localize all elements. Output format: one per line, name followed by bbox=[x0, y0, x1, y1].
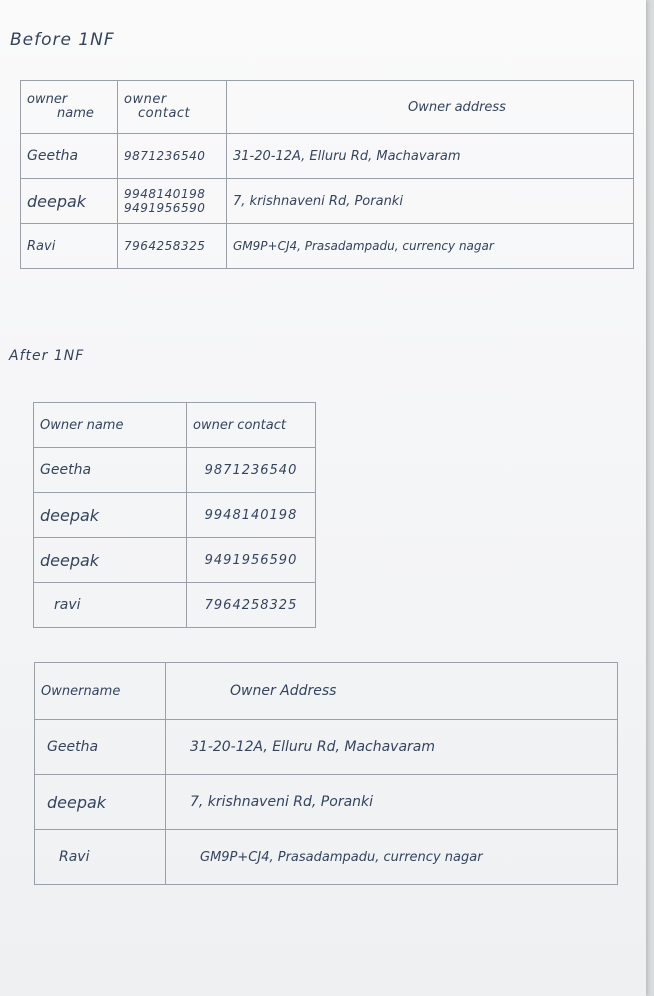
header-owner-address: Owner Address bbox=[166, 663, 618, 720]
header-owner-name: Owner name bbox=[34, 403, 187, 448]
header-text: contact bbox=[138, 106, 191, 121]
owner-contact-cell: 9491956590 bbox=[187, 538, 316, 583]
table-row bbox=[21, 134, 634, 179]
owner-name-cell: deepak bbox=[21, 179, 118, 224]
table-header-row bbox=[35, 663, 618, 720]
contact-number: 9491956590 bbox=[124, 201, 206, 215]
owner-name-cell: Ravi bbox=[35, 830, 166, 885]
after-1nf-heading: After 1NF bbox=[9, 348, 85, 364]
owner-contact-cell: 9871236540 bbox=[187, 448, 316, 493]
header-owner-name bbox=[21, 81, 118, 134]
header-text: name bbox=[57, 106, 94, 121]
table-row bbox=[21, 224, 634, 269]
table-row bbox=[35, 720, 618, 775]
after-1nf-contact-table bbox=[33, 402, 316, 628]
table-row bbox=[34, 583, 316, 628]
before-1nf-heading: Before 1NF bbox=[10, 30, 115, 50]
contact-number: 7964258325 bbox=[124, 239, 206, 253]
table-row bbox=[34, 493, 316, 538]
table-row bbox=[34, 448, 316, 493]
table-header-row bbox=[21, 81, 634, 134]
owner-contact-cell bbox=[118, 179, 227, 224]
contact-number: 9871236540 bbox=[124, 149, 206, 163]
owner-address-cell: 31-20-12A, Elluru Rd, Machavaram bbox=[166, 720, 618, 775]
owner-address-cell: 7, krishnaveni Rd, Poranki bbox=[166, 775, 618, 830]
owner-contact-cell: 7964258325 bbox=[187, 583, 316, 628]
header-owner-address: Owner address bbox=[227, 81, 634, 134]
before-1nf-table bbox=[20, 80, 634, 269]
table-row bbox=[34, 538, 316, 583]
owner-contact-cell bbox=[118, 224, 227, 269]
table-row bbox=[35, 830, 618, 885]
table-header-row bbox=[34, 403, 316, 448]
header-owner-contact: owner contact bbox=[187, 403, 316, 448]
owner-name-cell: Ravi bbox=[21, 224, 118, 269]
owner-name-cell: ravi bbox=[34, 583, 187, 628]
owner-address-cell: 7, krishnaveni Rd, Poranki bbox=[227, 179, 634, 224]
header-text: owner bbox=[27, 92, 68, 107]
owner-name-cell: deepak bbox=[35, 775, 166, 830]
header-text: owner bbox=[124, 92, 167, 107]
owner-name-cell: Geetha bbox=[35, 720, 166, 775]
owner-name-cell: deepak bbox=[34, 493, 187, 538]
owner-contact-cell bbox=[118, 134, 227, 179]
owner-contact-cell: 9948140198 bbox=[187, 493, 316, 538]
after-1nf-address-table bbox=[34, 662, 618, 885]
contact-number: 9948140198 bbox=[124, 187, 206, 201]
table-row bbox=[21, 179, 634, 224]
owner-name-cell: Geetha bbox=[21, 134, 118, 179]
owner-address-cell: GM9P+CJ4, Prasadampadu, currency nagar bbox=[166, 830, 618, 885]
owner-address-cell: GM9P+CJ4, Prasadampadu, currency nagar bbox=[227, 224, 634, 269]
header-owner-name: Ownername bbox=[35, 663, 166, 720]
owner-address-cell: 31-20-12A, Elluru Rd, Machavaram bbox=[227, 134, 634, 179]
table-row bbox=[35, 775, 618, 830]
header-owner-contact bbox=[118, 81, 227, 134]
owner-name-cell: Geetha bbox=[34, 448, 187, 493]
owner-name-cell: deepak bbox=[34, 538, 187, 583]
